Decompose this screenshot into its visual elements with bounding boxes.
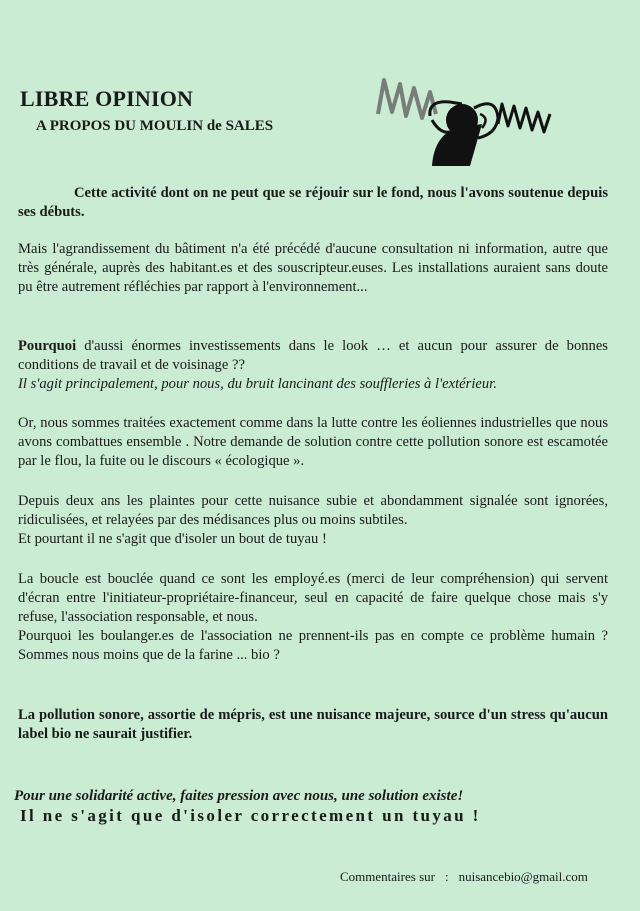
paragraph-eoliennes: Or, nous sommes traitées exactement comme dans la lutte contre les éoliennes industrielles que nous avons combattues ensemble . Notre demande de solution contre cette pollution sonore est escamotée par le flou, la fuite ou le discours « écologique ». [18,415,608,469]
boulangers-text: Pourquoi les boulanger.es de l'association ne prennent-ils pas en compte ce problème humain ? Sommes nous moins que de la farine ... bio ? [18,628,608,663]
call-to-action: Pour une solidarité active, faites pression avec nous, une solution existe! [14,788,464,804]
plaintes-text: Depuis deux ans les plaintes pour cette nuisance subie et abondamment signalée sont ignorées, ridiculisées, et relayées par des médisances plus ou moins subtiles. [18,493,608,528]
footer-email[interactable]: nuisancebio@gmail.com [458,869,588,884]
paragraph-boucle [18,570,608,665]
paragraph-pourquoi [18,337,608,394]
footer-contact [340,869,588,885]
pourquoi-rest: d'aussi énormes investissements dans le look … et aucun pour assurer de bonnes conditions de travail et de voisinage ?? [18,338,608,373]
paragraph-consultation: Mais l'agrandissement du bâtiment n'a été précédé d'aucune consultation ni information, autre que très générale, auprès des habitant.es et des souscripteur.euses. Les installations auraient sans doute pu être autrement réfléchies par rapport à l'environnement... [18,241,608,295]
pourquoi-bold: Pourquoi [18,338,77,354]
boucle-text: La boucle est bouclée quand ce sont les employé.es (merci de leur compréhension) qui servent d'écran entre l'initiateur-propriétaire-financeur, seul en capacité de faire quelque chose mais s'y refuse, l'association responsable, et nous. [18,571,608,625]
footer-colon: : [444,869,449,884]
tuyau-text: Et pourtant il ne s'agit que d'isoler un bout de tuyau ! [18,531,327,547]
footer-label: Commentaires sur [340,869,435,884]
page-subtitle: A PROPOS DU MOULIN de SALES [36,118,274,134]
intro-paragraph: Cette activité dont on ne peut que se réjouir sur le fond, nous l'avons soutenue depuis ses débuts. [18,185,608,220]
page-title: LIBRE OPINION [20,86,194,111]
scribble-person-logo-icon [370,74,560,170]
paragraph-plaintes [18,492,608,549]
conclusion-paragraph: La pollution sonore, assortie de mépris, est une nuisance majeure, source d'un stress qu'aucun label bio ne saurait justifier. [18,707,608,742]
pourquoi-italic: Il s'agit principalement, pour nous, du bruit lancinant des souffleries à l'extérieur. [18,376,497,392]
slogan: Il ne s'agit que d'isoler correctement un tuyau ! [20,806,481,825]
